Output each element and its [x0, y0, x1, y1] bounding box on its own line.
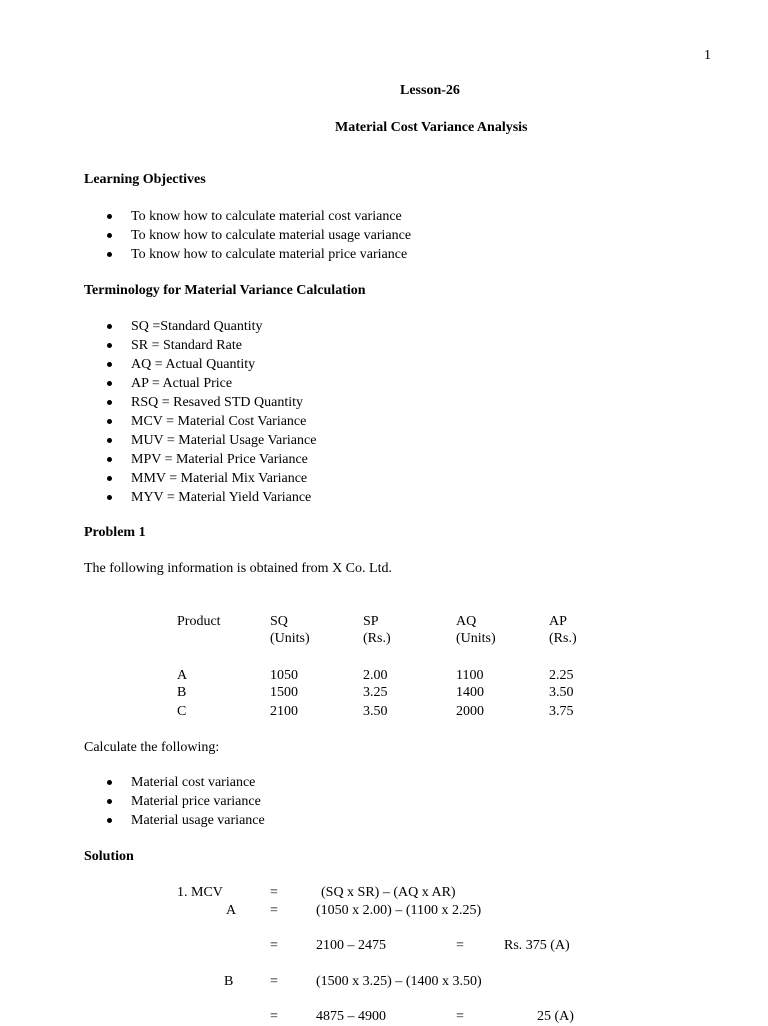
list-item: To know how to calculate material usage variance [105, 226, 411, 245]
bullet-icon [107, 233, 112, 238]
equals-sign: = [270, 885, 278, 900]
bullet-icon [107, 495, 112, 500]
table-cell: 2100 [270, 704, 298, 719]
formula-expression: 2100 – 2475 [316, 938, 386, 953]
list-item: To know how to calculate material cost variance [105, 207, 411, 226]
table-cell: 1100 [456, 668, 484, 683]
table-cell: 3.75 [549, 704, 574, 719]
equals-sign: = [270, 974, 278, 989]
formula-expression: (1500 x 3.25) – (1400 x 3.50) [316, 974, 482, 989]
table-cell: 2000 [456, 704, 484, 719]
list-item: MYV = Material Yield Variance [105, 488, 316, 507]
table-header: Product [177, 614, 221, 629]
list-item: AQ = Actual Quantity [105, 355, 316, 374]
bullet-icon [107, 400, 112, 405]
formula-result: 25 (A) [537, 1009, 574, 1024]
list-item: Material price variance [105, 792, 265, 811]
terminology-list [105, 317, 316, 507]
bullet-icon [107, 324, 112, 329]
table-cell: 1050 [270, 668, 298, 683]
table-cell: 2.00 [363, 668, 388, 683]
table-header: SP [363, 614, 379, 629]
table-header: SQ [270, 614, 288, 629]
bullet-icon [107, 214, 112, 219]
bullet-icon [107, 419, 112, 424]
table-subheader: (Units) [456, 631, 496, 646]
lesson-title: Lesson-26 [400, 83, 460, 98]
formula-label: B [224, 974, 234, 989]
list-item: MCV = Material Cost Variance [105, 412, 316, 431]
list-item: MMV = Material Mix Variance [105, 469, 316, 488]
problem-heading: Problem 1 [84, 525, 146, 540]
list-item: SR = Standard Rate [105, 336, 316, 355]
learning-objectives-heading: Learning Objectives [84, 172, 206, 187]
table-cell: C [177, 704, 187, 719]
list-item: SQ =Standard Quantity [105, 317, 316, 336]
bullet-icon [107, 799, 112, 804]
problem-intro: The following information is obtained from X Co. Ltd. [84, 561, 392, 576]
table-subheader: (Rs.) [549, 631, 577, 646]
table-cell: B [177, 685, 187, 700]
list-item: MUV = Material Usage Variance [105, 431, 316, 450]
table-cell: 3.50 [549, 685, 574, 700]
formula-expression: 4875 – 4900 [316, 1009, 386, 1024]
bullet-icon [107, 438, 112, 443]
equals-sign: = [270, 1009, 278, 1024]
terminology-heading: Terminology for Material Variance Calculation [84, 283, 366, 298]
table-cell: 1500 [270, 685, 298, 700]
bullet-icon [107, 252, 112, 257]
list-item: MPV = Material Price Variance [105, 450, 316, 469]
table-header: AP [549, 614, 567, 629]
list-item: Material usage variance [105, 811, 265, 830]
bullet-icon [107, 780, 112, 785]
calculate-intro: Calculate the following: [84, 740, 220, 755]
list-item: Material cost variance [105, 773, 265, 792]
table-subheader: (Rs.) [363, 631, 391, 646]
bullet-icon [107, 476, 112, 481]
equals-sign: = [270, 938, 278, 953]
table-cell: 1400 [456, 685, 484, 700]
table-header: AQ [456, 614, 477, 629]
page-number: 1 [704, 48, 711, 63]
formula-result: Rs. 375 (A) [504, 938, 570, 953]
learning-objectives-list [105, 207, 411, 264]
list-item: RSQ = Resaved STD Quantity [105, 393, 316, 412]
list-item: To know how to calculate material price variance [105, 245, 411, 264]
formula-label: A [226, 903, 237, 918]
equals-sign: = [456, 1009, 464, 1024]
list-item: AP = Actual Price [105, 374, 316, 393]
formula-label: 1. MCV [177, 885, 223, 900]
bullet-icon [107, 381, 112, 386]
formula-expression: (1050 x 2.00) – (1100 x 2.25) [316, 903, 482, 918]
table-cell: 3.25 [363, 685, 388, 700]
bullet-icon [107, 362, 112, 367]
calculate-list [105, 773, 265, 830]
formula-expression: (SQ x SR) – (AQ x AR) [321, 885, 456, 900]
equals-sign: = [456, 938, 464, 953]
table-cell: 3.50 [363, 704, 388, 719]
main-title: Material Cost Variance Analysis [335, 120, 528, 135]
bullet-icon [107, 457, 112, 462]
table-cell: 2.25 [549, 668, 574, 683]
equals-sign: = [270, 903, 278, 918]
bullet-icon [107, 343, 112, 348]
table-cell: A [177, 668, 188, 683]
solution-heading: Solution [84, 849, 134, 864]
table-subheader: (Units) [270, 631, 310, 646]
bullet-icon [107, 818, 112, 823]
